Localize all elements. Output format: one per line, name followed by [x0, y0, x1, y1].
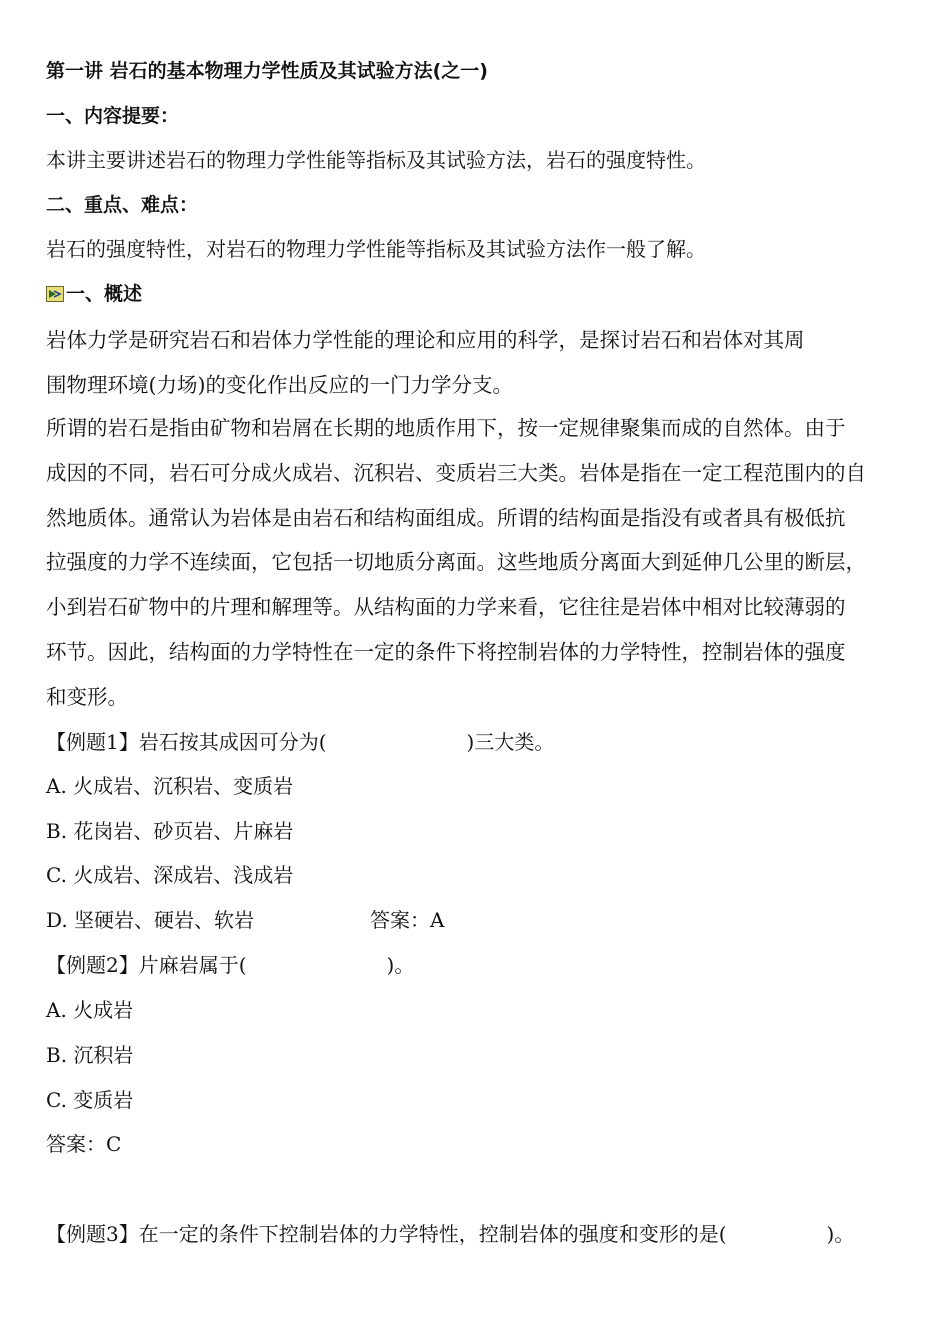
body-line: 小到岩石矿物中的片理和解理等。从结构面的力学来看，它往往是岩体中相对比较薄弱的 — [46, 595, 846, 620]
example2-option-b: B. 沉积岩 — [46, 1043, 134, 1067]
example1-option-c: C. 火成岩、深成岩、浅成岩 — [46, 863, 294, 887]
section-heading-keypoints: 二、重点、难点： — [46, 194, 199, 216]
page-title: 第一讲 岩石的基本物理力学性质及其试验方法(之一) — [46, 60, 488, 82]
overview-heading: 一、概述 — [66, 283, 143, 305]
body-line: 然地质体。通常认为岩体是由岩石和结构面组成。所谓的结构面是指没有或者具有极低抗 — [46, 505, 846, 530]
intro-line: 岩体力学是研究岩石和岩体力学性能的理论和应用的科学，是探讨岩石和岩体对其周 — [46, 328, 805, 352]
intro-line: 围物理环境(力场)的变化作出反应的一门力学分支。 — [46, 372, 513, 397]
document-arrow-icon[interactable] — [46, 286, 64, 302]
summary-text: 本讲主要讲述岩石的物理力学性能等指标及其试验方法，岩石的强度特性。 — [46, 148, 706, 172]
example1-answer: 答案：A — [370, 908, 445, 932]
overview-heading-row — [46, 280, 142, 308]
overview-intro — [46, 318, 908, 408]
example1-option-a: A. 火成岩、沉积岩、变质岩 — [46, 774, 294, 798]
body-line: 拉强度的力学不连续面，它包括一切地质分离面。这些地质分离面大到延伸几公里的断层， — [46, 550, 866, 575]
example2-option-c: C. 变质岩 — [46, 1088, 134, 1112]
body-line: 成因的不同，岩石可分成火成岩、沉积岩、变质岩三大类。岩体是指在一定工程范围内的自 — [46, 460, 866, 485]
example1-option-d: D. 坚硬岩、硬岩、软岩 — [46, 908, 255, 932]
example2-option-a: A. 火成岩 — [46, 998, 134, 1022]
body-line: 和变形。 — [46, 684, 128, 709]
body-line: 环节。因此，结构面的力学特性在一定的条件下将控制岩体的力学特性，控制岩体的强度 — [46, 639, 846, 664]
section-heading-summary: 一、内容提要： — [46, 105, 180, 127]
keypoints-text: 岩石的强度特性，对岩石的物理力学性能等指标及其试验方法作一般了解。 — [46, 237, 706, 261]
example1-option-b: B. 花岗岩、砂页岩、片麻岩 — [46, 819, 294, 843]
example2-answer: 答案：C — [46, 1132, 122, 1156]
overview-body — [46, 406, 908, 720]
example2-question: 【例题2】片麻岩属于( )。 — [46, 953, 415, 977]
example1-question: 【例题1】岩石按其成因可分为( )三大类。 — [46, 730, 555, 754]
body-line: 所谓的岩石是指由矿物和岩屑在长期的地质作用下，按一定规律聚集而成的自然体。由于 — [46, 416, 846, 440]
example3-question: 【例题3】在一定的条件下控制岩体的力学特性，控制岩体的强度和变形的是( )。 — [46, 1222, 855, 1246]
